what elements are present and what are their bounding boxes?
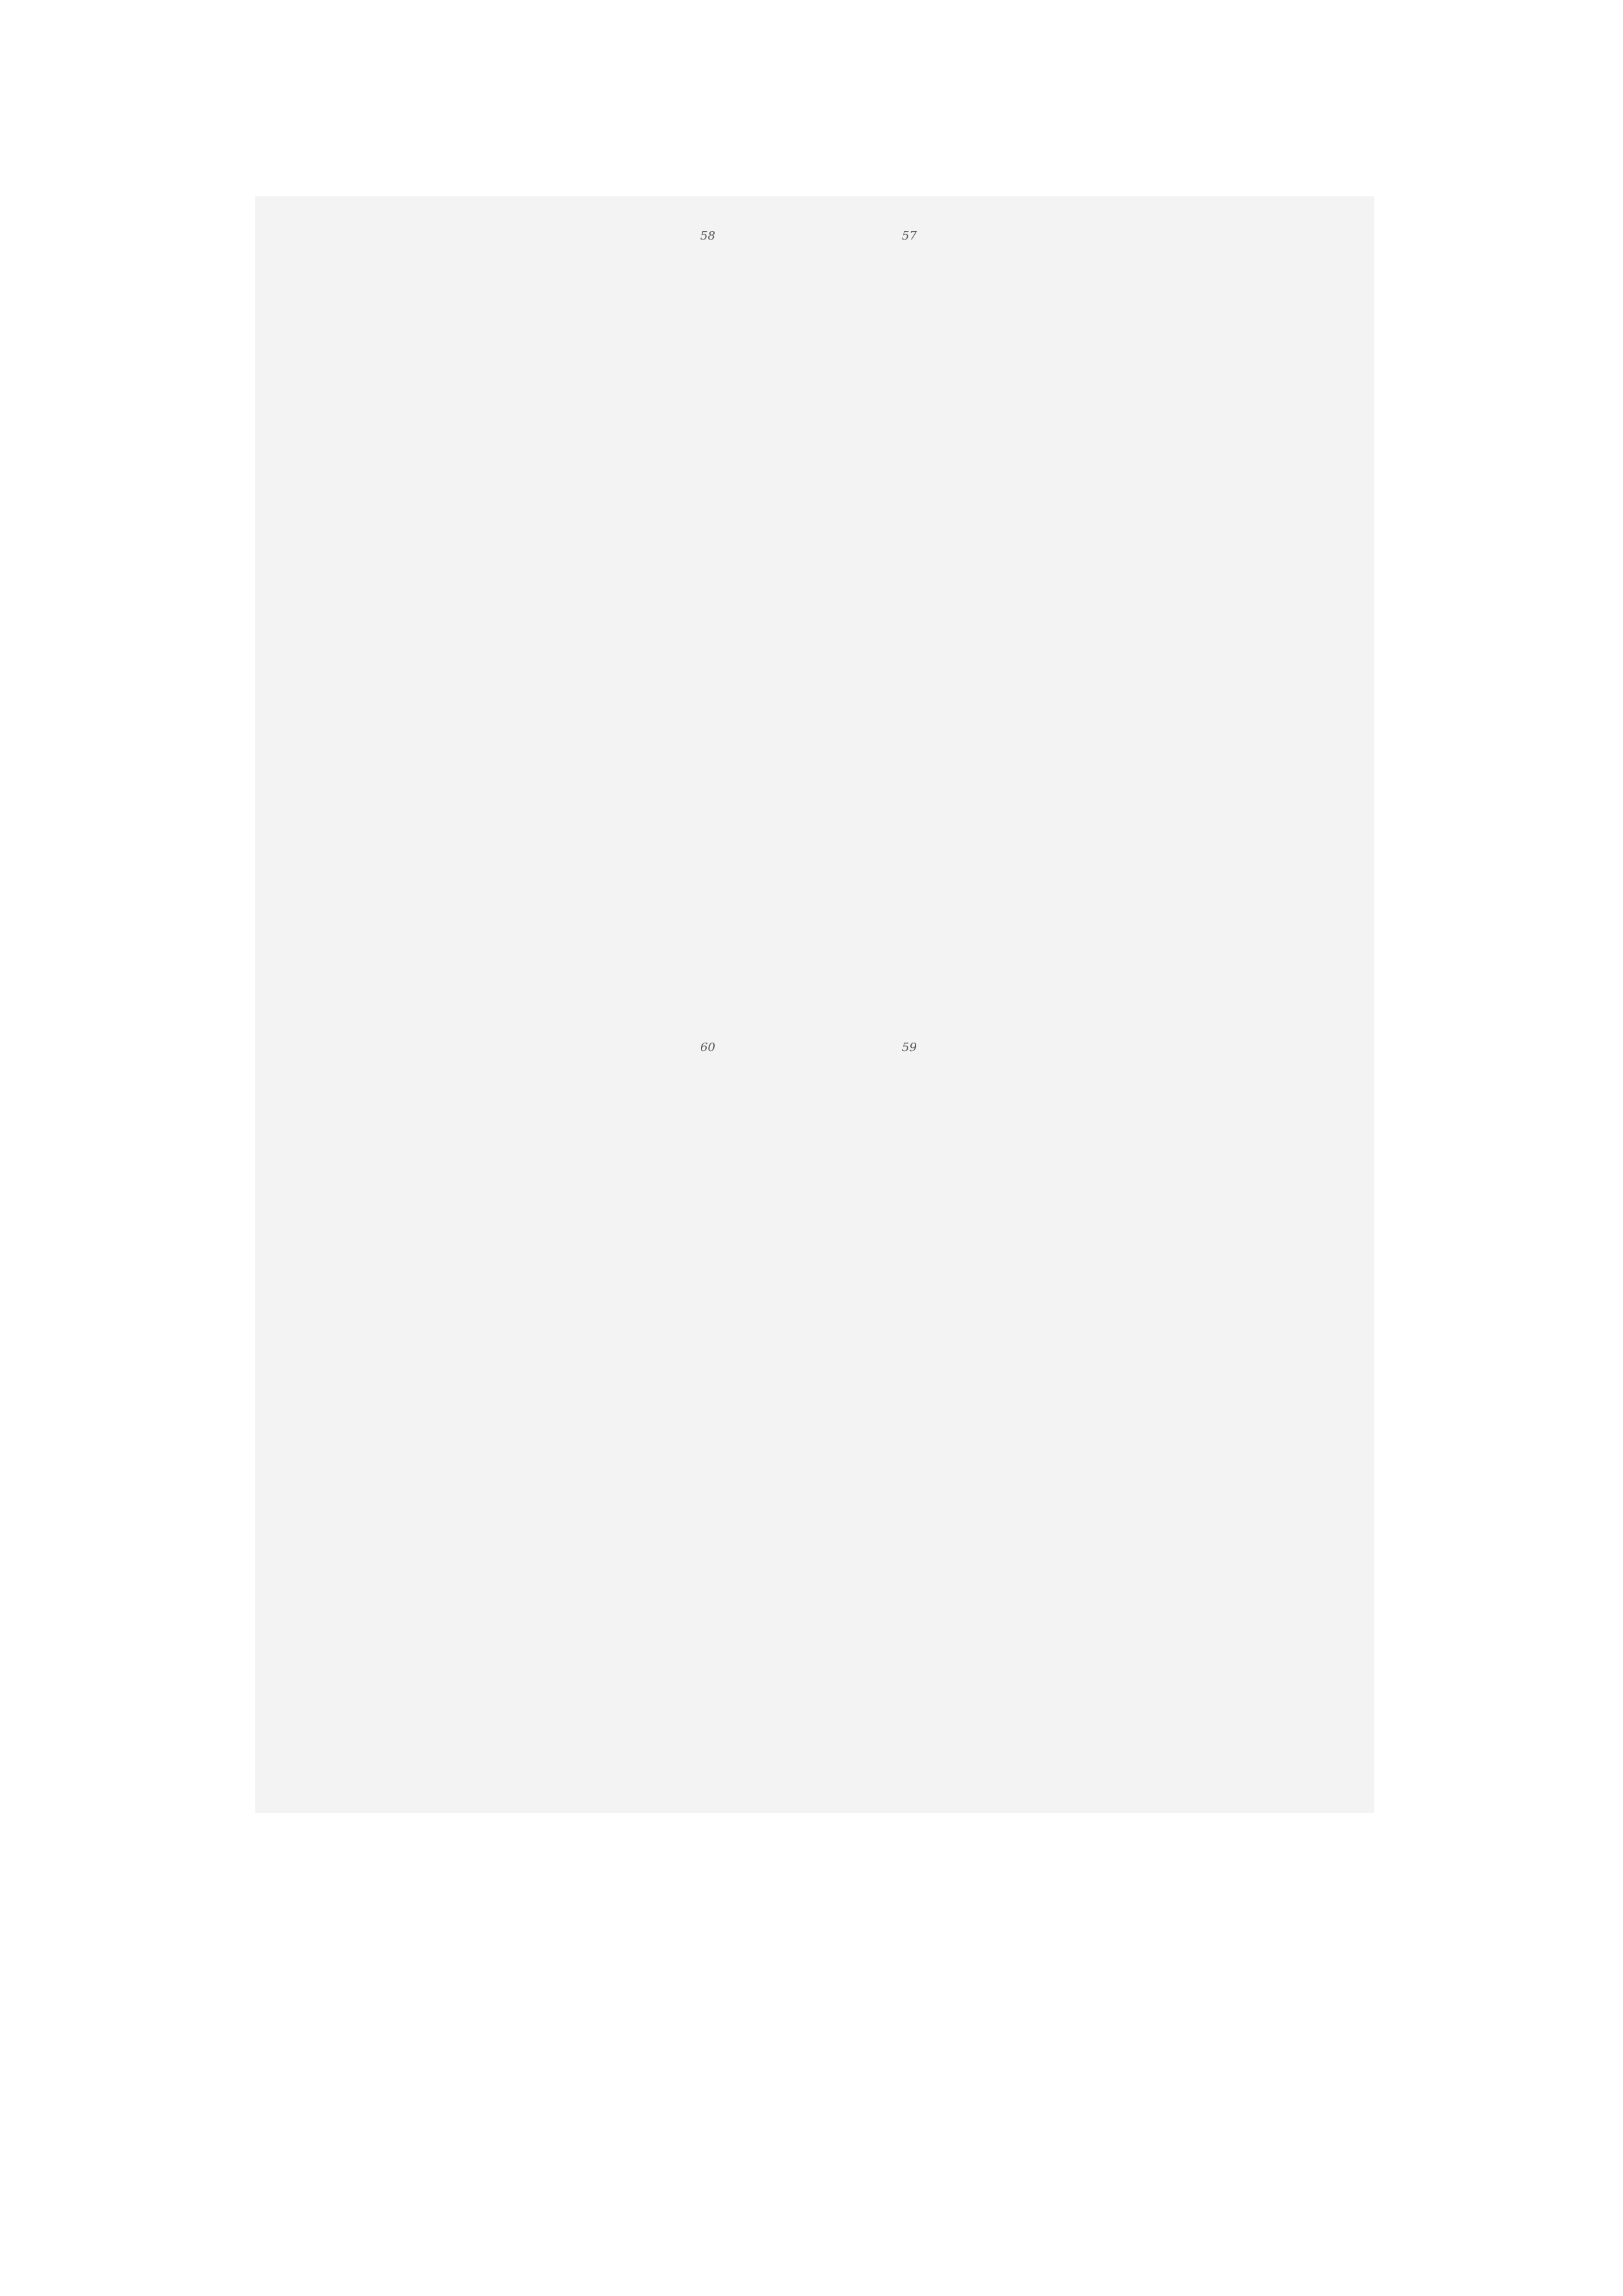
page-58 <box>314 229 720 936</box>
page-57 <box>818 229 1224 936</box>
page-number: 60 <box>700 1041 715 1054</box>
page-60 <box>314 1041 720 1748</box>
page-text <box>314 1068 720 1746</box>
page-text <box>818 257 1224 934</box>
page-59 <box>818 1041 1224 1748</box>
page-number: 59 <box>902 1041 917 1054</box>
page-number: 58 <box>700 229 715 243</box>
page-number: 57 <box>902 229 917 243</box>
page-text <box>818 1068 1224 1746</box>
page-text <box>314 257 720 934</box>
